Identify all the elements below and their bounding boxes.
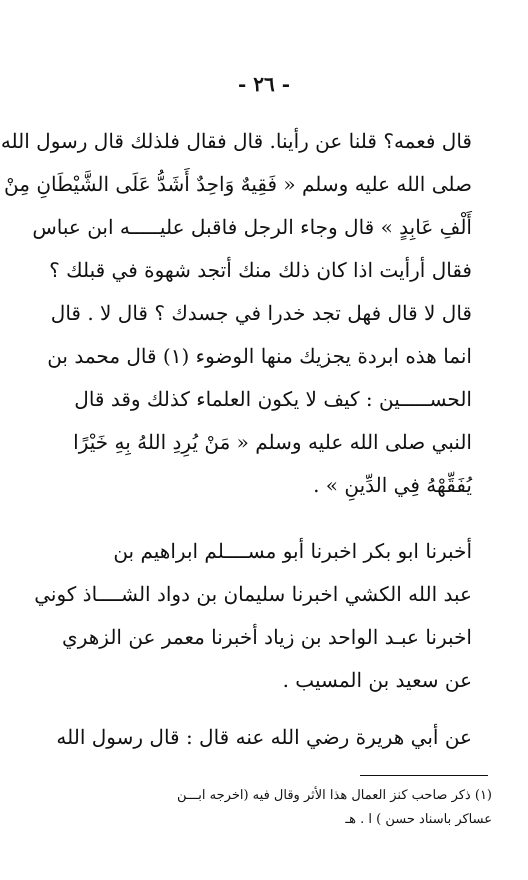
text-line: يُفَقِّهْهُ فِي الدِّينِ » .: [313, 473, 472, 497]
text-line: صلى الله عليه وسلم « فَقِيهٌ وَاحِدٌ أَشَدُّ عَلَى الشَّيْطَانِ مِنْ: [4, 172, 472, 196]
text-line: قال لا قال فهل تجد خدرا في جسدك ؟ قال لا . قال: [50, 301, 472, 325]
footnotes: [62, 784, 492, 832]
text-line: فقال أرأيت اذا كان ذلك منك أتجد شهوة في قبلك ؟: [49, 258, 472, 282]
page-number: - ٢٦ -: [237, 72, 290, 96]
text-line: النبي صلى الله عليه وسلم « مَنْ يُرِدِ اللهُ بِهِ خَيْرًا: [73, 430, 472, 454]
text-line: عن سعيد بن المسيب .: [282, 668, 472, 692]
text-line: أخبرنا ابو بكر اخبرنا أبو مســــلم ابراهيم بن: [113, 539, 472, 563]
text-line: انما هذه ابردة يجزيك منها الوضوء (١) قال محمد بن: [47, 344, 472, 368]
footnote-line: (١) ذكر صاحب كنز العمال هذا الأثر وقال فيه (اخرجه ابـــن: [176, 788, 492, 803]
paragraph-1: [0, 120, 472, 507]
text-line: اخبرنا عبـد الواحد بن زياد أخبرنا معمر عن الزهري: [62, 625, 472, 649]
text-line: عبد الله الكشي اخبرنا سليمان بن دواد الشــــاذ كوني: [34, 582, 472, 606]
text-line: الحســـــين : كيف لا يكون العلماء كذلك وقد قال: [74, 387, 472, 411]
footnote-divider: [360, 775, 488, 776]
paragraph-3: [52, 716, 472, 759]
text-line: أَلْفِ عَابِدٍ » قال وجاء الرجل فاقبل عليـــــه ابن عباس: [32, 215, 472, 239]
footnote-line: عساكر باسناد حسن ) ا . هـ: [345, 812, 492, 827]
text-line: قال فعمه؟ قلنا عن رأينا. قال فقال فلذلك قال رسول الله: [0, 129, 472, 153]
paragraph-2: [34, 530, 472, 702]
text-line: عن أبي هريرة رضي الله عنه قال : قال رسول الله: [56, 725, 472, 749]
